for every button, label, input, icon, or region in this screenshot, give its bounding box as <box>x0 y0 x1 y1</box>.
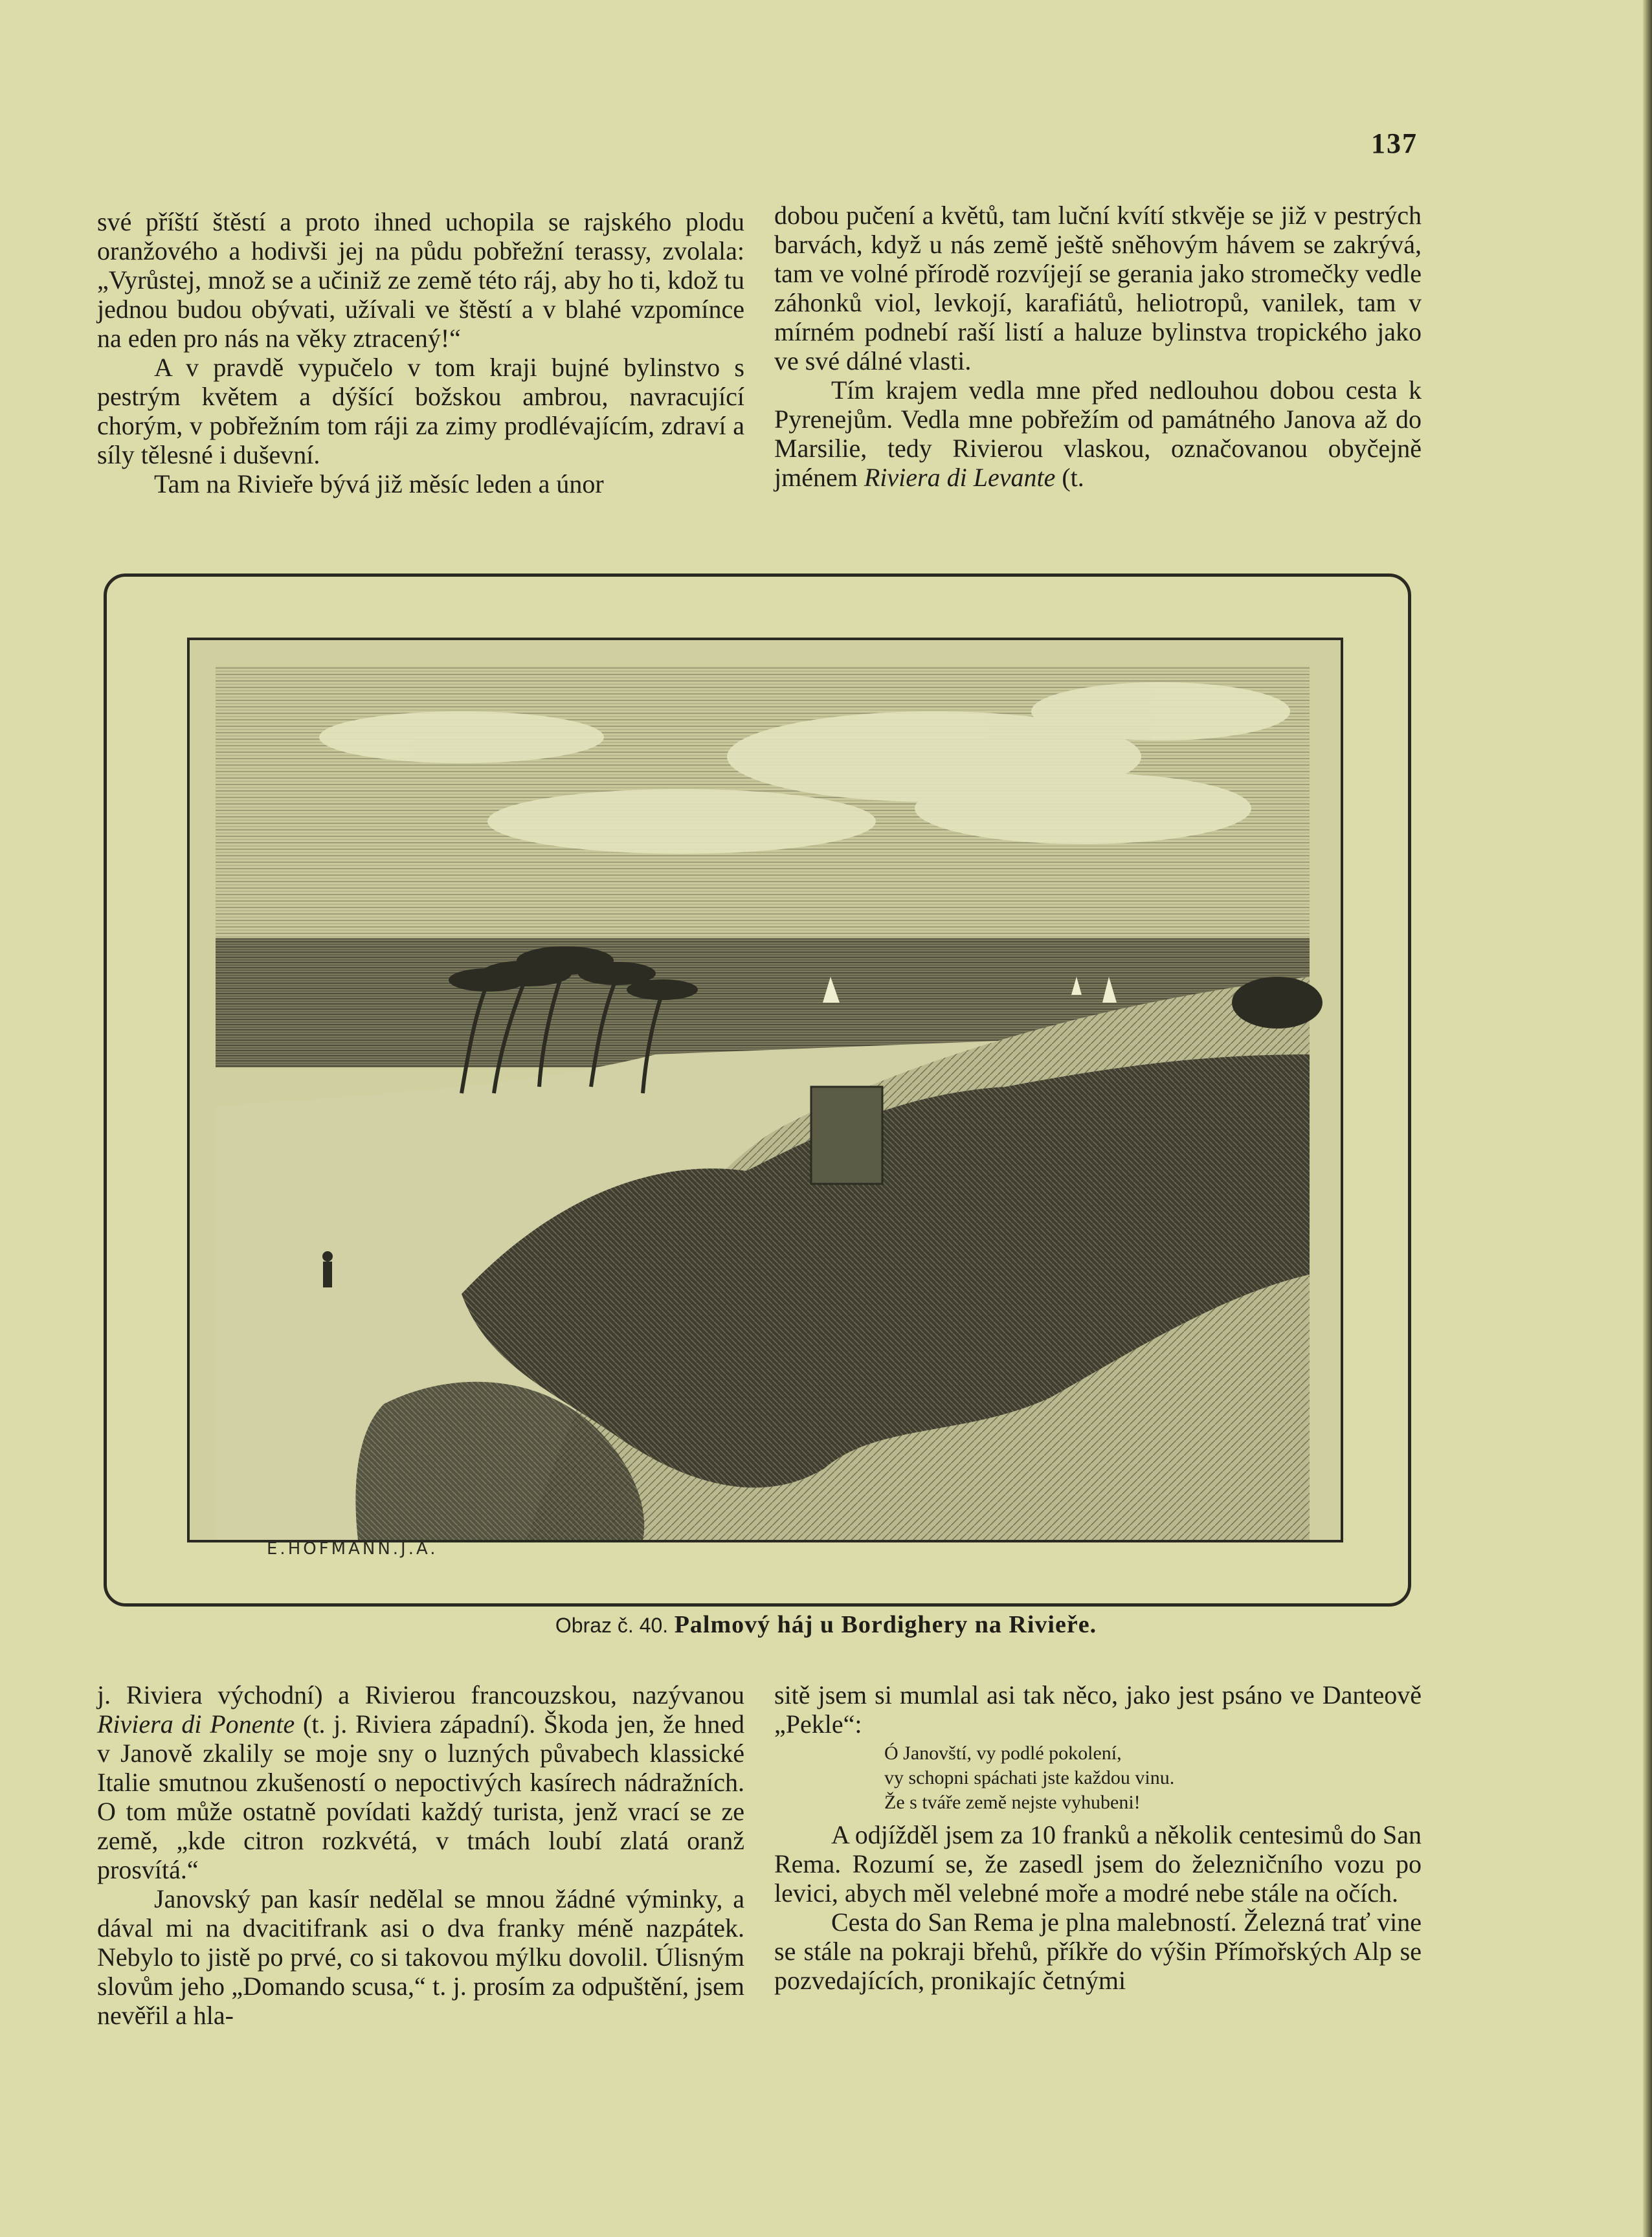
text-run: Tím krajem vedla mne před nedlouhou dobou cesta k Pyrenejům. Vedla mne pobřežím od památného Janova až do Marsilie, tedy Rivierou vlaskou, označovanou obyčejně jménem <box>774 375 1422 492</box>
paragraph: dobou pučení a květů, tam luční kvítí stkvěje se již v pestrých barvách, když u nás země ještě sněhovým hávem se zakrývá, tam ve volné přírodě rozvíjejí se gerania jako stromečky vedle záhonků viol, levkojí, karafiátů, heliotropů, vanilek, tam v mírném podnebí raší listí a haluze bylinstva tropického jako ve své dálné vlasti. <box>774 201 1422 375</box>
text-run: j. Riviera východní) a Rivierou francouzskou, nazývanou <box>97 1680 744 1709</box>
paragraph <box>97 1680 744 1884</box>
figure-on-beach <box>322 1251 333 1287</box>
column-top-left <box>97 207 744 498</box>
palm-grove-engraving <box>190 640 1341 1540</box>
paragraph: Cesta do San Rema je plna malebností. Železná trať vine se stále na pokraji břehů, příkře do výšin Přímořských Alp se pozvedajících, pronikajíc četnými <box>774 1908 1422 1995</box>
caption-title: Palmový háj u Bordighery na Rivieře. <box>674 1611 1097 1638</box>
figure-caption <box>0 1610 1652 1639</box>
text-run: (t. j. Riviera západní). Škoda jen, že hned v Janově zkalily se moje sny o luzných půvabech klassické Italie smutnou zkušeností o nepoctivých kasírech nádražních. O tom může ostatně povídati každý turista, jenž vrací se ze země, „kde citron rozkvétá, v tmách loubí zlatá oranž prosvítá.“ <box>97 1709 745 1884</box>
paragraph: Tam na Rivieře bývá již měsíc leden a únor <box>154 469 604 498</box>
column-bottom-right <box>774 1680 1422 1995</box>
text-run: (t. <box>1055 463 1084 492</box>
verse-line: vy schopni spáchati jste každou vinu. <box>884 1767 1175 1788</box>
page-number: 137 <box>1371 128 1418 159</box>
paragraph: A v pravdě vypučelo v tom kraji bujné bylinstvo s pestrým květem a dýšící božskou ambrou, navracující chorým, v pobřežním tom ráji za zimy prodlévajícím, zdraví a síly tělesné i duševní. <box>97 353 744 469</box>
caption-label: Obraz č. 40. <box>555 1614 669 1637</box>
paragraph: Janovský pan kasír nedělal se mnou žádné výminky, a dával mi na dvacitifrank asi o dva franky méně nazpátek. Nebylo to jistě po prvé, co si takovou mýlku dovolil. Úlisným slovům jeho „Domando scusa,“ t. j. prosím za odpuštění, jsem nevěřil a hla- <box>97 1884 744 2030</box>
paragraph: své příští štěstí a proto ihned uchopila se rajského plodu oranžového a hodivši jej na půdu pobřežní terassy, zvolala: „Vyrůstej, množ se a učiniž ze země této ráj, aby ho ti, kdož tu jednou budou obývati, užívali ve štěstí a v blahé vzpomínce na eden pro nás na věky ztracený!“ <box>97 207 744 353</box>
column-top-right <box>774 201 1422 492</box>
figure-frame <box>104 573 1411 1607</box>
engraver-signature: E.HOFMANN.J.A. <box>267 1539 438 1559</box>
verse-line: Ó Janovští, vy podlé pokolení, <box>884 1742 1122 1764</box>
column-bottom-left <box>97 1680 744 2030</box>
verse-quote <box>884 1741 1422 1815</box>
ruined-tower <box>811 1087 882 1184</box>
italic-place-name: Riviera di Ponente <box>97 1709 295 1739</box>
page-edge <box>1643 0 1652 2237</box>
paragraph: sitě jsem si mumlal asi tak něco, jako jest psáno ve Danteově „Pekle“: <box>774 1680 1422 1739</box>
paragraph: A odjížděl jsem za 10 franků a několik centesimů do San Rema. Rozumí se, že zasedl jsem do železničního vozu po levici, abych měl velebné moře a modré nebe stále na očích. <box>774 1820 1422 1908</box>
paragraph <box>774 375 1422 492</box>
engraving-illustration <box>187 638 1343 1542</box>
italic-place-name: Riviera di Levante <box>864 463 1056 492</box>
verse-line: Že s tváře země nejste vyhubeni! <box>884 1792 1141 1813</box>
